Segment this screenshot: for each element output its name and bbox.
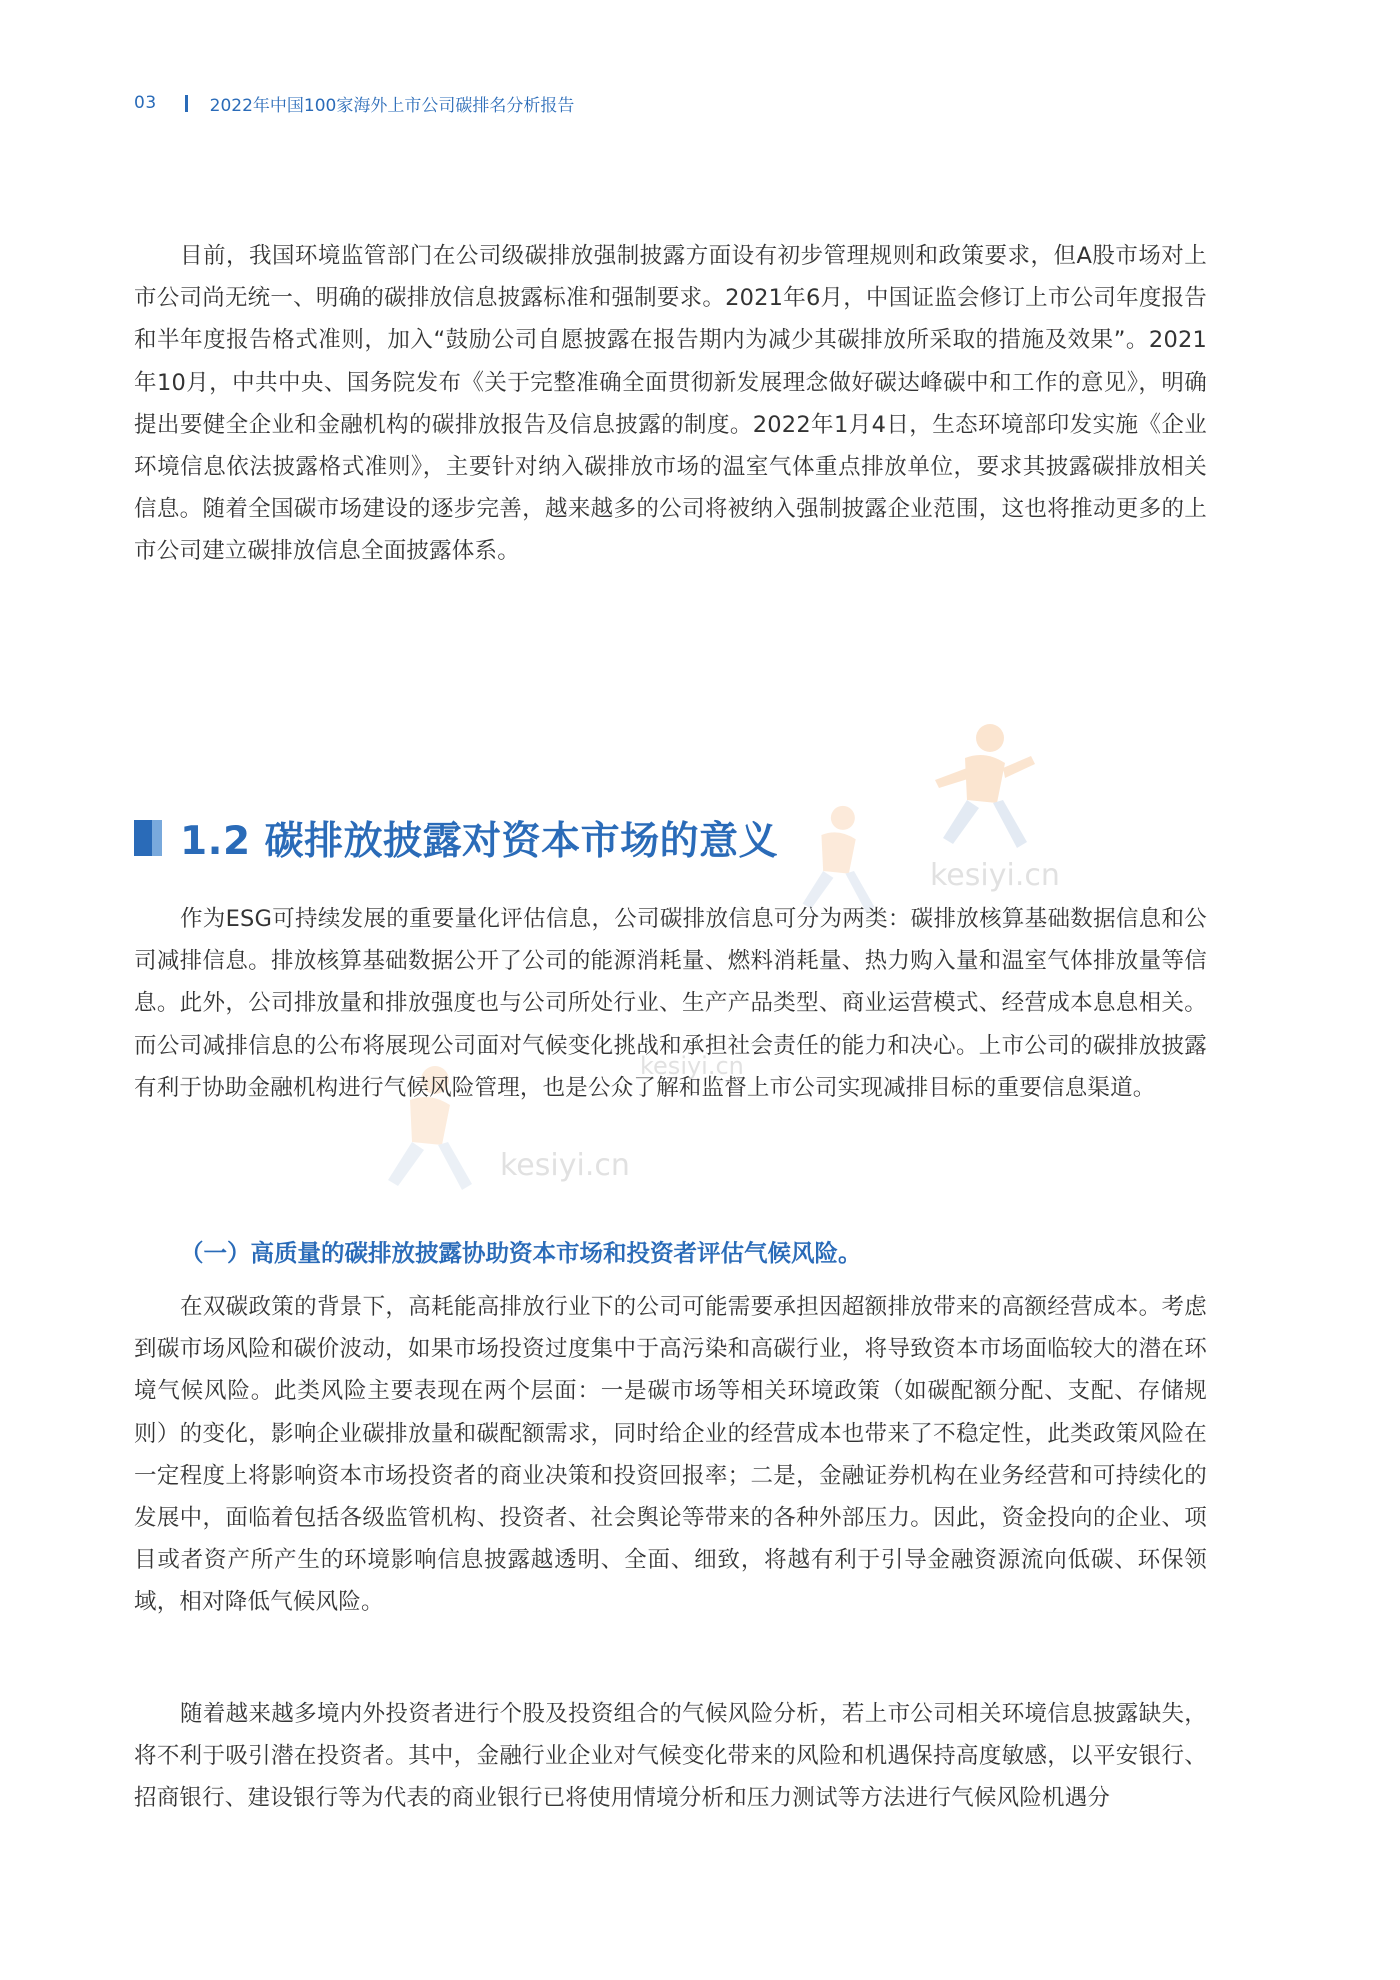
body-paragraph-2: 作为ESG可持续发展的重要量化评估信息，公司碳排放信息可分为两类：碳排放核算基础数据信息和公司减排信息。排放核算基础数据公开了公司的能源消耗量、燃料消耗量、热力购入量和温室气体排放量等信息。此外，公司排放量和排放强度也与公司所处行业、生产产品类型、商业运营模式、经营成本息息相关。而公司减排信息的公布将展现公司面对气候变化挑战和承担社会责任的能力和决心。上市公司的碳排放披露有利于协助金融机构进行气候风险管理，也是公众了解和监督上市公司实现减排目标的重要信息渠道。 xyxy=(134,906,1207,1101)
report-title: 2022年中国100家海外上市公司碳排名分析报告 xyxy=(209,95,575,116)
section-marker-icon xyxy=(134,820,162,856)
watermark-runner-icon xyxy=(905,718,1045,868)
page-header xyxy=(134,88,574,118)
body-paragraph-4: 随着越来越多境内外投资者进行个股及投资组合的气候风险分析，若上市公司相关环境信息披露缺失，将不利于吸引潜在投资者。其中，金融行业企业对气候变化带来的风险和机遇保持高度敏感，以平安银行、招商银行、建设银行等为代表的商业银行已将使用情境分析和压力测试等方法进行气候风险机遇分 xyxy=(134,1701,1207,1812)
subheading: （一）高质量的碳排放披露协助资本市场和投资者评估气候风险。 xyxy=(180,1239,862,1267)
header-separator xyxy=(185,95,188,112)
watermark-text: kesiyi.cn xyxy=(930,858,1060,893)
body-paragraph-3: 在双碳政策的背景下，高耗能高排放行业下的公司可能需要承担因超额排放带来的高额经营成本。考虑到碳市场风险和碳价波动，如果市场投资过度集中于高污染和高碳行业，将导致资本市场面临较大的潜在环境气候风险。此类风险主要表现在两个层面：一是碳市场等相关环境政策（如碳配额分配、支配、存储规则）的变化，影响企业碳排放量和碳配额需求，同时给企业的经营成本也带来了不稳定性，此类政策风险在一定程度上将影响资本市场投资者的商业决策和投资回报率；二是，金融证券机构在业务经营和可持续化的发展中，面临着包括各级监管机构、投资者、社会舆论等带来的各种外部压力。因此，资金投向的企业、项目或者资产所产生的环境影响信息披露越透明、全面、细致，将越有利于引导金融资源流向低碳、环保领域，相对降低气候风险。 xyxy=(134,1294,1207,1616)
body-paragraph-1: 目前，我国环境监管部门在公司级碳排放强制披露方面设有初步管理规则和政策要求，但A股市场对上市公司尚无统一、明确的碳排放信息披露标准和强制要求。2021年6月，中国证监会修订上市公司年度报告和半年度报告格式准则，加入“鼓励公司自愿披露在报告期内为减少其碳排放所采取的措施及效果”。2021年10月，中共中央、国务院发布《关于完整准确全面贯彻新发展理念做好碳达峰碳中和工作的意见》，明确提出要健全企业和金融机构的碳排放报告及信息披露的制度。2022年1月4日，生态环境部印发实施《企业环境信息依法披露格式准则》，主要针对纳入碳排放市场的温室气体重点排放单位，要求其披露碳排放相关信息。随着全国碳市场建设的逐步完善，越来越多的公司将被纳入强制披露企业范围，这也将推动更多的上市公司建立碳排放信息全面披露体系。 xyxy=(134,243,1207,565)
section-heading xyxy=(134,810,778,866)
watermark-text: kesiyi.cn xyxy=(640,1052,744,1080)
section-title: 1.2 碳排放披露对资本市场的意义 xyxy=(180,819,779,864)
watermark-text: kesiyi.cn xyxy=(500,1148,630,1183)
page-number: 03 xyxy=(134,93,157,113)
